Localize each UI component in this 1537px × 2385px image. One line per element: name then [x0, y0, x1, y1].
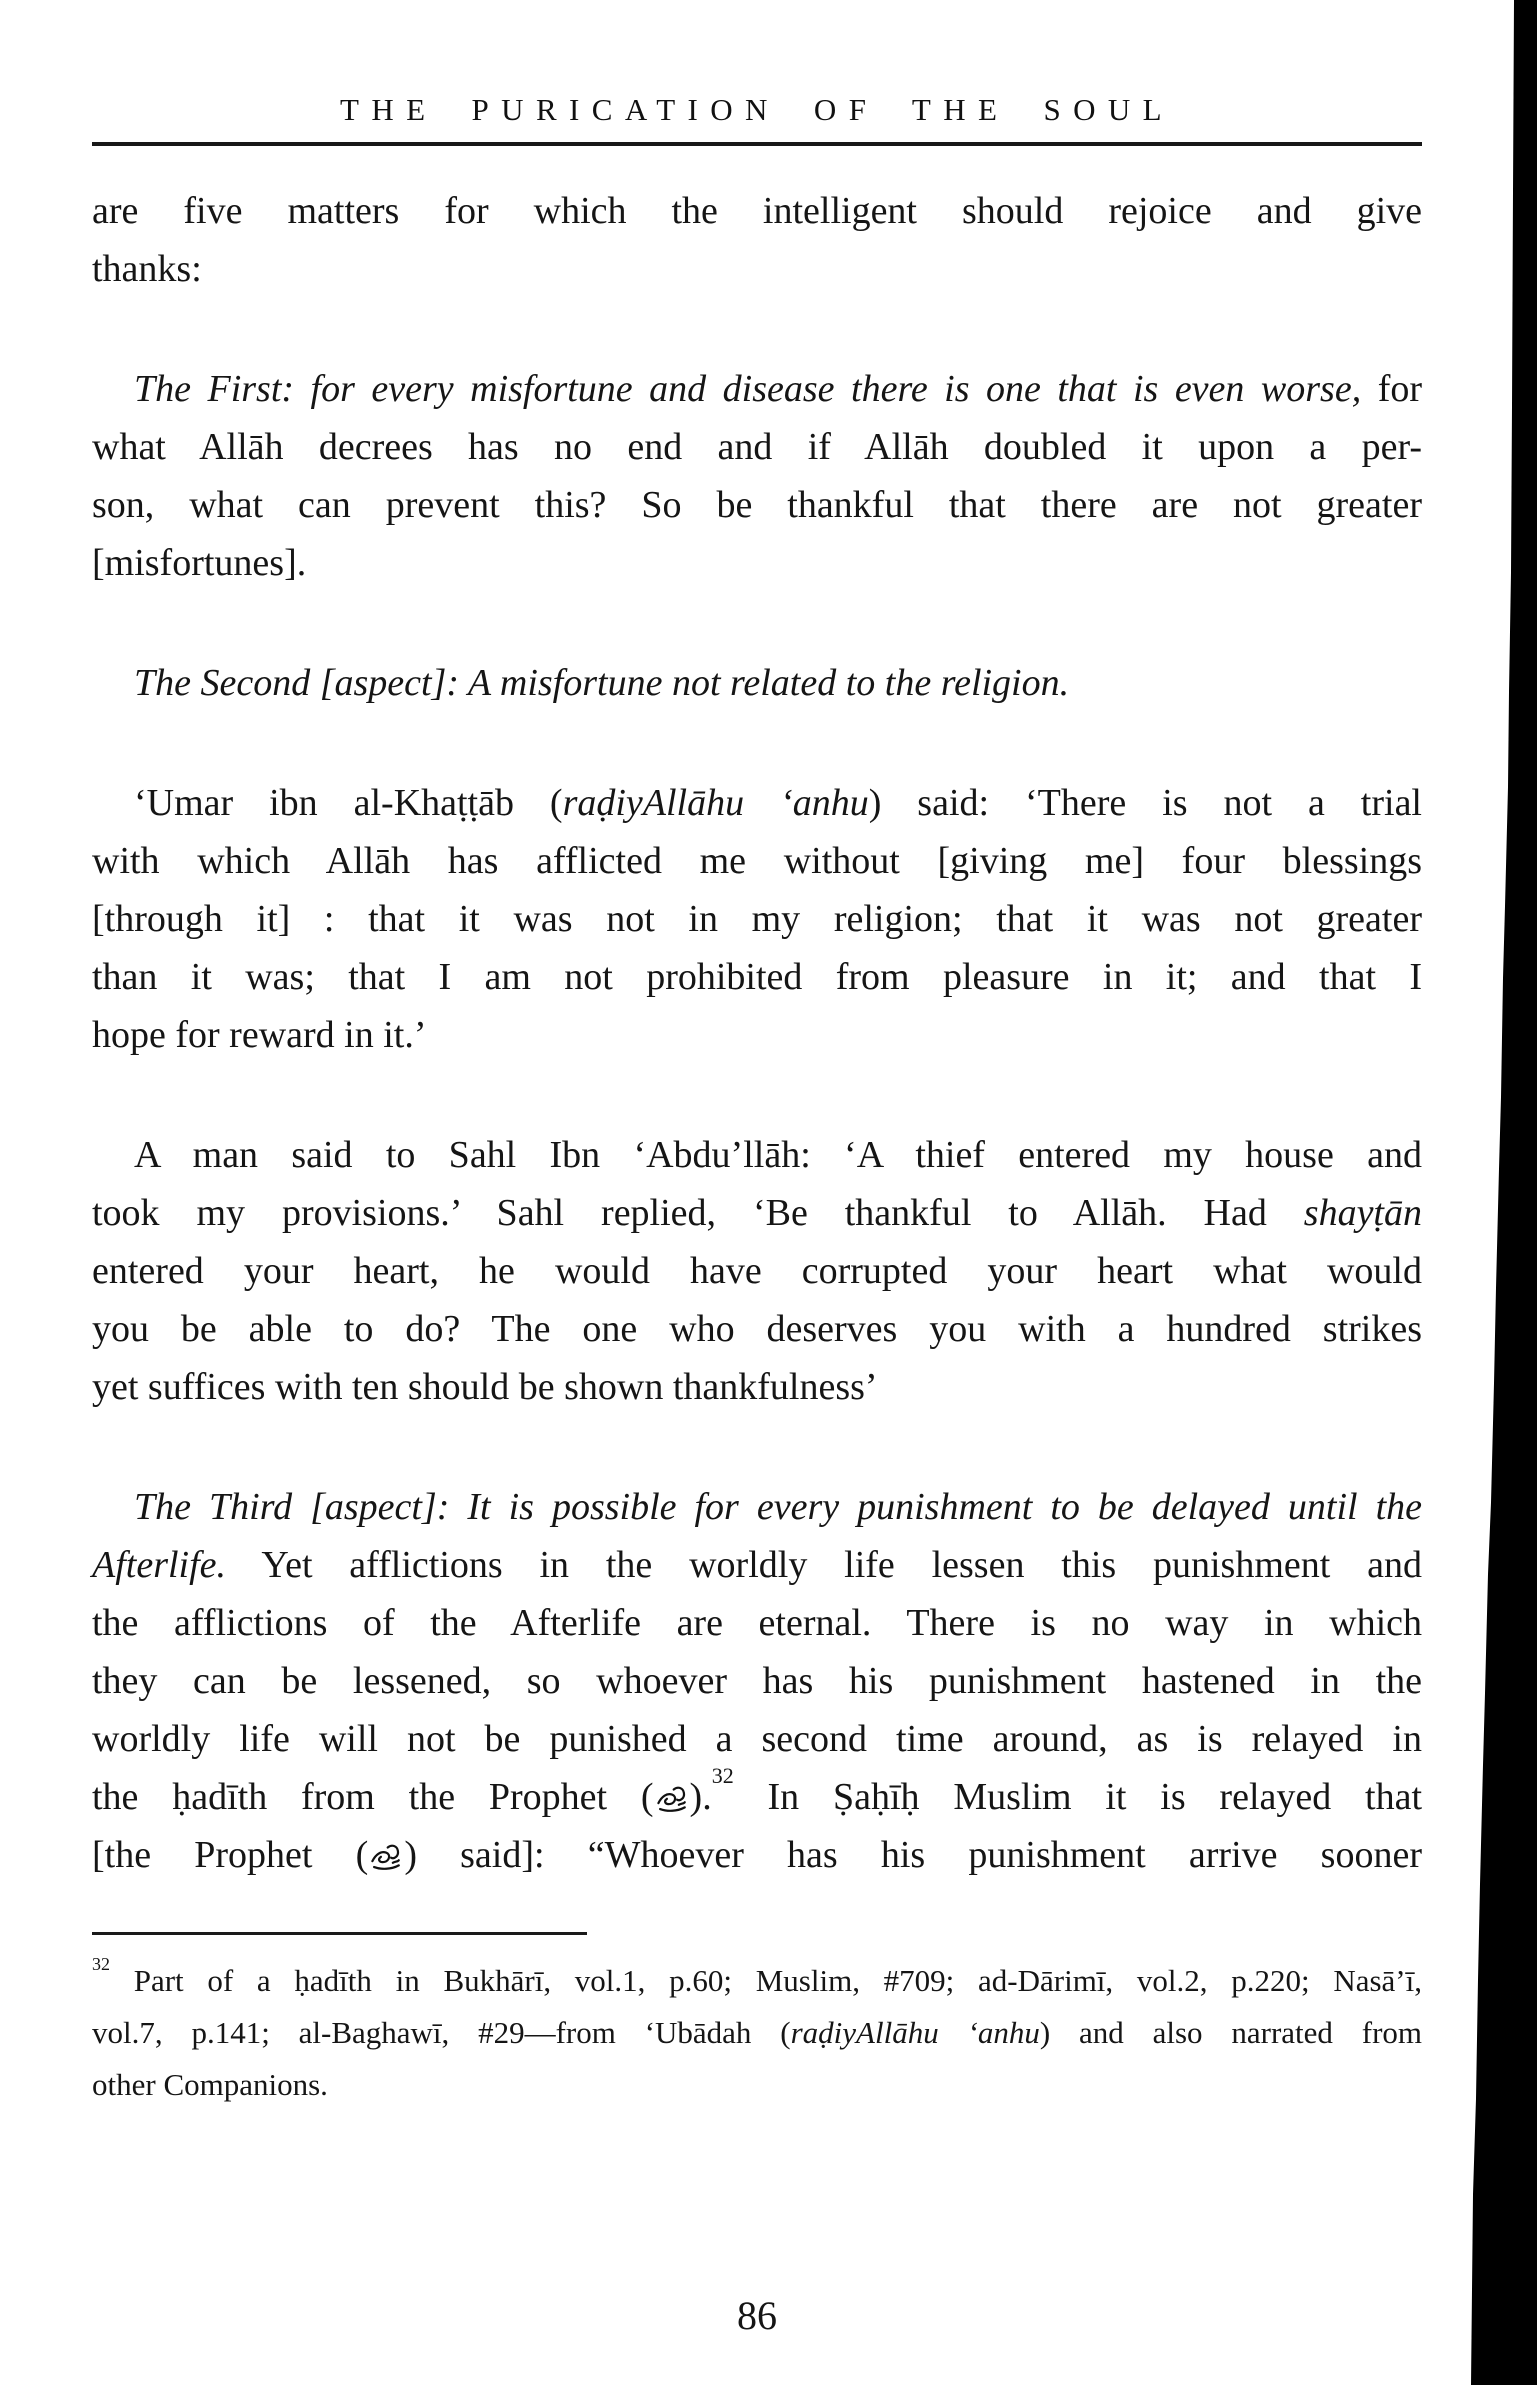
- running-header: THE PURICATION OF THE SOUL: [339, 92, 1175, 127]
- text-line: took my provisions.’ Sahl replied, ‘Be thankful to Allāh. Had shayṭān: [92, 1192, 1422, 1234]
- paragraph-second-aspect: [92, 654, 1422, 712]
- paragraph-opening: [92, 182, 1422, 298]
- paragraph-sahl-narration: [92, 1126, 1422, 1416]
- text-line: [the Prophet ( ) said]: “Whoever has his punishment arrive sooner: [92, 1834, 1422, 1876]
- text-line: The Third [aspect]: It is possible for every punishment to be delayed until the: [134, 1486, 1422, 1528]
- text-line: entered your heart, he would have corrupted your heart what would: [92, 1250, 1422, 1292]
- text-line: hope for reward in it.’: [92, 1014, 427, 1056]
- text-line: with which Allāh has afflicted me without [giving me] four blessings: [92, 840, 1422, 882]
- footnote-marker: 32: [92, 1953, 110, 1974]
- footnote: [92, 1955, 1422, 2111]
- text-line: are five matters for which the intelligent should rejoice and give: [92, 190, 1422, 232]
- text-line: you be able to do? The one who deserves you with a hundred strikes: [92, 1308, 1422, 1350]
- paragraph-third-aspect: [92, 1478, 1422, 1884]
- page-number: 86: [737, 2293, 777, 2338]
- paragraph-first-aspect: [92, 360, 1422, 592]
- footnote-line: other Companions.: [92, 2067, 328, 2102]
- text-line: A man said to Sahl Ibn ‘Abdu’llāh: ‘A thief entered my house and: [134, 1134, 1422, 1176]
- text-line: yet suffices with ten should be shown thankfulness’: [92, 1366, 878, 1408]
- text-line: [through it] : that it was not in my religion; that it was not greater: [92, 898, 1422, 940]
- footnote-line: vol.7, p.141; al-Baghawī, #29—from ‘Ubādah (raḍiyAllāhu ‘anhu) and also narrated from: [92, 2015, 1422, 2050]
- footnote-line: $^{32}$ Part of a ḥadīth in Bukhārī, vol.1, p.60; Muslim, #709; ad-Dārimī, vol.2, p.220; Nasā’ī,: [92, 1953, 1422, 1998]
- page-body: [92, 182, 1422, 1884]
- prophet-salutation-icon: [368, 1839, 404, 1873]
- text-line: Afterlife. Yet afflictions in the worldly life lessen this punishment and: [92, 1544, 1422, 1586]
- scan-edge-shadow: [1467, 0, 1537, 2385]
- text-line: [misfortunes].: [92, 542, 307, 584]
- text-line: the ḥadīth from the Prophet ( ).$^{32}$ In Ṣaḥīḥ Muslim it is relayed that: [92, 1763, 1423, 1818]
- text-line: than it was; that I am not prohibited from pleasure in it; and that I: [92, 956, 1422, 998]
- text-line: they can be lessened, so whoever has his punishment hastened in the: [92, 1660, 1422, 1702]
- footnote-reference: 32: [711, 1763, 734, 1789]
- prophet-salutation-icon: [654, 1781, 690, 1815]
- footnote-divider: [92, 1932, 587, 1935]
- text-line: thanks:: [92, 248, 202, 290]
- text-line: ‘Umar ibn al-Khaṭṭāb (raḍiyAllāhu ‘anhu) said: ‘There is not a trial: [134, 782, 1422, 824]
- text-line: worldly life will not be punished a second time around, as is relayed in: [92, 1718, 1422, 1760]
- text-line: the afflictions of the Afterlife are eternal. There is no way in which: [92, 1602, 1422, 1644]
- text-line: The First: for every misfortune and disease there is one that is even worse, for: [134, 368, 1423, 410]
- text-line: The Second [aspect]: A misfortune not related to the religion.: [134, 662, 1070, 704]
- header-divider: [92, 142, 1422, 146]
- page-content: [92, 0, 1422, 2111]
- text-line: son, what can prevent this? So be thankful that there are not greater: [92, 484, 1422, 526]
- text-line: what Allāh decrees has no end and if Allāh doubled it upon a per-: [92, 426, 1422, 468]
- paragraph-umar-narration: [92, 774, 1422, 1064]
